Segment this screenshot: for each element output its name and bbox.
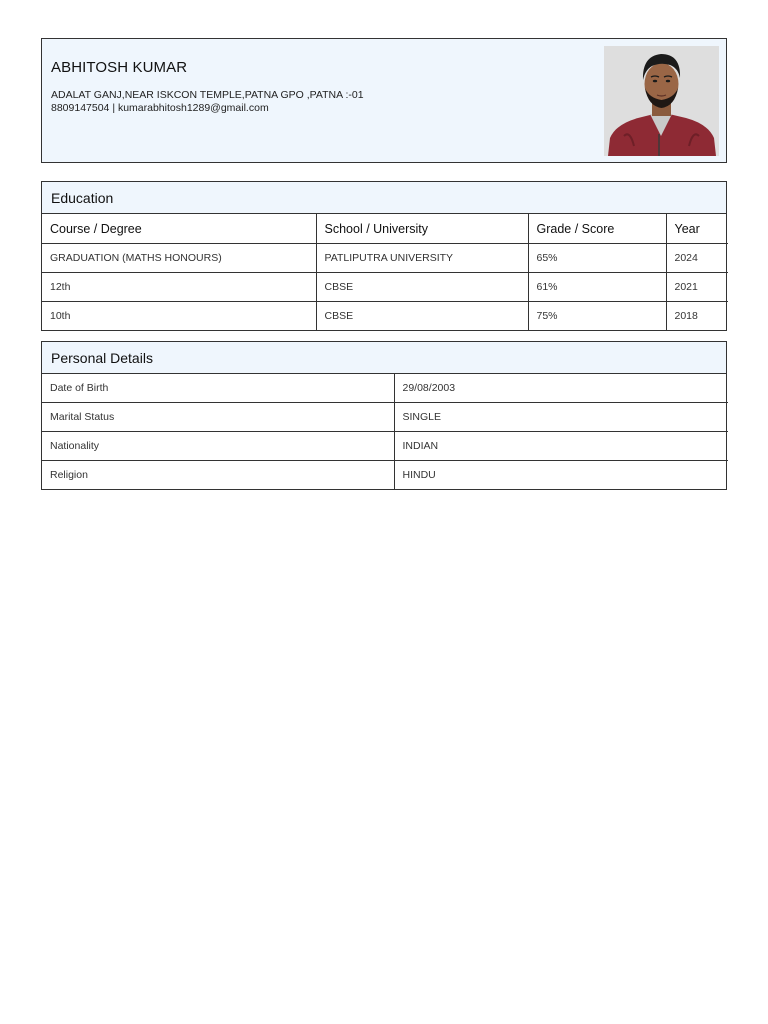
table-row [42,273,728,302]
address-line: ADALAT GANJ,NEAR ISKCON TEMPLE,PATNA GPO ,PATNA :-01 [51,89,364,101]
table-row [42,432,728,461]
grade-cell: 61% [528,273,666,302]
table-row [42,403,728,432]
table-row [42,461,728,490]
personal-details-section [41,341,727,490]
contact-info [51,89,364,114]
column-header-school: School / University [316,214,528,244]
phone-email-line: 8809147504 | kumarabhitosh1289@gmail.com [51,101,269,114]
resume-header [41,38,727,163]
detail-label: Date of Birth [42,374,394,403]
detail-label: Marital Status [42,403,394,432]
school-cell: CBSE [316,302,528,331]
education-header-row [42,214,728,244]
course-cell: 12th [42,273,316,302]
grade-cell: 75% [528,302,666,331]
table-row [42,244,728,273]
course-cell: GRADUATION (MATHS HONOURS) [42,244,316,273]
column-header-course: Course / Degree [42,214,316,244]
year-cell: 2024 [666,244,728,273]
personal-details-title: Personal Details [42,342,726,374]
column-header-grade: Grade / Score [528,214,666,244]
table-row [42,302,728,331]
detail-value: HINDU [394,461,728,490]
column-header-year: Year [666,214,728,244]
education-section [41,181,727,331]
candidate-name: ABHITOSH KUMAR [51,59,188,76]
year-cell: 2021 [666,273,728,302]
school-cell: PATLIPUTRA UNIVERSITY [316,244,528,273]
course-cell: 10th [42,302,316,331]
profile-photo-illustration [604,46,719,156]
detail-label: Religion [42,461,394,490]
education-title: Education [42,182,726,214]
grade-cell: 65% [528,244,666,273]
detail-value: 29/08/2003 [394,374,728,403]
personal-details-table [42,374,728,489]
year-cell: 2018 [666,302,728,331]
detail-value: INDIAN [394,432,728,461]
profile-photo [604,46,719,156]
detail-label: Nationality [42,432,394,461]
school-cell: CBSE [316,273,528,302]
table-row [42,374,728,403]
education-table [42,214,728,330]
detail-value: SINGLE [394,403,728,432]
